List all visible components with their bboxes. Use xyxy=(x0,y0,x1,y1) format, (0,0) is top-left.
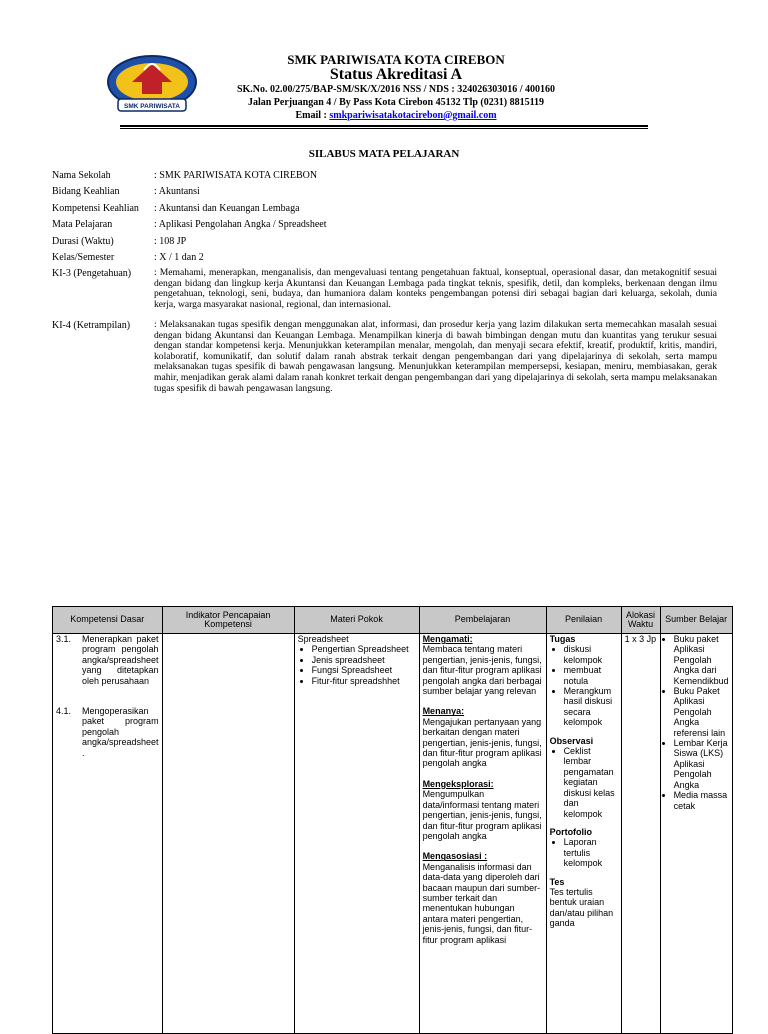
label-mata-pelajaran: Mata Pelajaran xyxy=(52,219,113,230)
kd-number: 4.1. xyxy=(56,706,72,717)
sk-number: SK.No. 02.00/275/BAP-SM/SK/X/2016 NSS / NDS : 324026303016 / 400160 xyxy=(236,84,556,95)
penilaian-observasi-heading: Observasi xyxy=(549,735,594,746)
kd-item xyxy=(56,706,159,758)
cell-indikator xyxy=(162,634,294,1034)
penilaian-tes-body: Tes tertulis bentuk uraian dan/atau pilihan ganda xyxy=(549,886,614,929)
kd-item xyxy=(56,634,159,686)
value-kompetensi-keahlian: : Akuntansi dan Keuangan Lembaga xyxy=(154,203,300,214)
list-item: • Fungsi Spreadsheet xyxy=(312,665,416,675)
materi-title: Spreadsheet xyxy=(297,634,349,644)
penilaian-observasi-list xyxy=(550,746,618,819)
document-title: SILABUS MATA PELAJARAN xyxy=(308,148,460,160)
cell-alokasi-waktu: 1 x 3 Jp xyxy=(621,634,660,1034)
pembelajaran-step xyxy=(423,779,543,841)
header-penilaian: Penilaian xyxy=(546,607,621,634)
penilaian-portofolio-heading: Portofolio xyxy=(549,826,593,837)
step-heading: Mengasosiasi : xyxy=(422,851,488,862)
list-item: • Ceklist lembar pengamatan kegiatan diskusi kelas dan kelompok xyxy=(564,746,618,819)
penilaian-tugas-heading: Tugas xyxy=(549,634,576,644)
cell-kompetensi-dasar xyxy=(53,634,163,1034)
list-item: • Pengertian Spreadsheet xyxy=(312,644,416,654)
list-item: • Media massa cetak xyxy=(674,790,729,811)
list-item: • Buku paket Aplikasi Pengolah Angka dari Kemendikbud xyxy=(674,634,729,686)
school-name: SMK PARIWISATA KOTA CIREBON xyxy=(287,52,505,67)
step-heading: Menanya: xyxy=(422,706,465,717)
school-logo xyxy=(104,52,200,118)
value-kelas-semester: : X / 1 dan 2 xyxy=(154,252,204,263)
list-item: • Merangkum hasil diskusi secara kelompok xyxy=(564,686,618,728)
list-item: • Fitur-fitur spreadshhet xyxy=(312,676,416,686)
logo-text: SMK PARIWISATA xyxy=(124,103,180,110)
value-ki4: : Melaksanakan tugas spesifik dengan menggunakan alat, informasi, dan prosedur kerja yang lazim dilakukan serta memecahkan masalah sesuai dengan bidang Akuntansi dan Keuangan Lembaga. Menampilkan kinerja di bawah bimbingan dengan mutu dan kuantitas yang terukur sesuai dengan standar kompetensi kerja. Menunjukkan keterampilan menalar, mengolah, dan menyaji secara efektif, kreatif, produktif, kritis, mandiri, kolaboratif, komunikatif, dan solutif dalam ranah abstrak terkait dengan pengembangan dari yang dipelajarinya di sekolah, serta mampu melaksanakan tugas spesifik di bawah pengawasan langsung. Menunjukkan keterampilan mempersepsi, kesiapan, meniru, membiasakan, gerak mahir, menjadikan gerak alami dalam ranah konkret terkait dengan pengembangan dari yang dipelajarinya di sekolah, serta mampu melaksanakan tugas spesifik di bawah pengawasan langsung. xyxy=(154,319,717,394)
list-item: • Laporan tertulis kelompok xyxy=(564,837,618,868)
list-item: • membuat notula xyxy=(564,665,618,686)
list-item: • Buku Paket Aplikasi Pengolah Angka referensi lain xyxy=(674,686,729,738)
value-bidang-keahlian: : Akuntansi xyxy=(154,186,200,197)
table-row xyxy=(53,634,733,1034)
header-sumber-belajar: Sumber Belajar xyxy=(660,607,732,634)
pembelajaran-step xyxy=(423,634,543,696)
syllabus-table xyxy=(52,606,733,1034)
penilaian-tugas-list xyxy=(550,644,618,727)
value-ki3: : Memahami, menerapkan, menganalisis, dan mengevaluasi tentang pengetahuan faktual, konseptual, operasional dasar, dan metakognitif sesuai dengan bidang dan lingkup kerja Akuntansi dan Keuangan Lembaga pada tingkat teknis, spesifik, detil, dan kompleks, berkenaan dengan ilmu pengetahuan, teknologi, seni, budaya, dan humaniora dalam konteks pengembangan potensi diri sebagai bagian dari keluarga, sekolah, dunia kerja, warga masyarakat nasional, regional, dan internasional. xyxy=(154,267,717,310)
cell-materi-pokok xyxy=(294,634,419,1034)
value-durasi: : 108 JP xyxy=(154,236,187,247)
label-ki3: KI-3 (Pengetahuan) xyxy=(52,268,132,279)
kd-number: 3.1. xyxy=(56,634,72,644)
cell-penilaian xyxy=(546,634,621,1034)
pembelajaran-step xyxy=(423,851,543,945)
step-heading: Mengeksplorasi: xyxy=(422,778,494,789)
header-alokasi-waktu: Alokasi Waktu xyxy=(621,607,660,634)
list-item: • Jenis spreadsheet xyxy=(312,655,416,665)
materi-list xyxy=(298,644,416,686)
value-mata-pelajaran: : Aplikasi Pengolahan Angka / Spreadsheet xyxy=(154,219,327,230)
label-kelas-semester: Kelas/Semester xyxy=(52,252,115,263)
step-body: Mengumpulkan data/informasi tentang materi pengertian, jenis-jenis, fungsi, dan fitur-fitur program aplikasi pengolah angka xyxy=(422,789,542,841)
label-durasi: Durasi (Waktu) xyxy=(52,236,114,247)
email-link[interactable]: smkpariwisatakotacirebon@gmail.com xyxy=(329,110,497,121)
pembelajaran-step xyxy=(423,706,543,768)
step-body: Mengajukan pertanyaan yang berkaitan dengan materi pengertian, jenis-jenis, fungsi, dan fitur-fitur program aplikasi pengolah angka xyxy=(422,716,542,769)
sumber-list xyxy=(664,634,729,811)
email-line xyxy=(200,110,592,121)
table-header-row xyxy=(53,607,733,634)
accreditation-status: Status Akreditasi A xyxy=(329,66,463,83)
header-indikator: Indikator Pencapaian Kompetensi xyxy=(162,607,294,634)
step-body: Membaca tentang materi pengertian, jenis-jenis, fungsi, dan fitur-fitur program aplikasi pengolah angka dari berbagai sumber belajar yang relevan xyxy=(422,644,542,697)
header-rule-thin xyxy=(120,128,648,129)
email-label: Email : xyxy=(295,110,330,121)
kd-text: Menerapkan paket program pengolah angka/spreadsheet yang ditetapkan oleh perusahaan xyxy=(82,634,159,686)
cell-pembelajaran xyxy=(419,634,546,1034)
penilaian-tes-heading: Tes xyxy=(549,876,565,887)
kd-text: Mengoperasikan paket program pengolah angka/spreadsheet . xyxy=(82,706,159,758)
list-item: • Lembar Kerja Siswa (LKS) Aplikasi Pengolah Angka xyxy=(674,738,729,790)
step-body: Menganalisis informasi dan data-data yang diperoleh dari bacaan maupun dari sumber-sumber terkait dan menentukan hubungan antara materi pengertian, jenis-jenis, fungsi, dan fitur-fitur program aplikasi xyxy=(422,861,541,945)
list-item: • diskusi kelompok xyxy=(564,644,618,665)
label-nama-sekolah: Nama Sekolah xyxy=(52,170,111,181)
step-heading: Mengamati: xyxy=(422,634,473,644)
value-nama-sekolah: : SMK PARIWISATA KOTA CIREBON xyxy=(154,170,318,181)
label-kompetensi-keahlian: Kompetensi Keahlian xyxy=(52,203,139,214)
label-ki4: KI-4 (Ketrampilan) xyxy=(52,320,131,331)
penilaian-portofolio-list xyxy=(550,837,618,868)
school-address: Jalan Perjuangan 4 / By Pass Kota Cirebon 45132 Tlp (0231) 8815119 xyxy=(247,97,545,108)
header-kompetensi-dasar: Kompetensi Dasar xyxy=(53,607,163,634)
label-bidang-keahlian: Bidang Keahlian xyxy=(52,186,120,197)
header-pembelajaran: Pembelajaran xyxy=(419,607,546,634)
cell-sumber-belajar xyxy=(660,634,732,1034)
header-rule xyxy=(120,125,648,127)
header-materi-pokok: Materi Pokok xyxy=(294,607,419,634)
